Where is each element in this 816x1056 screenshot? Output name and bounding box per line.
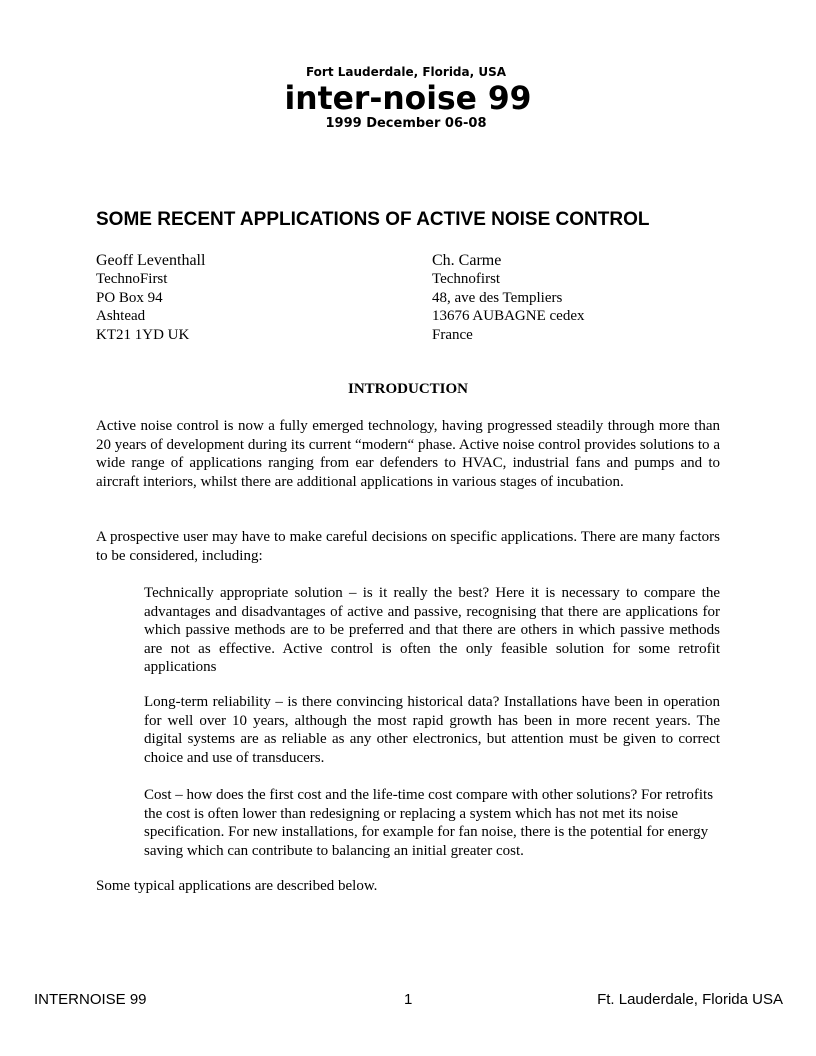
conference-location: Fort Lauderdale, Florida, USA — [305, 65, 507, 79]
section-heading: INTRODUCTION — [347, 381, 468, 397]
factor-paragraph: Cost – how does the first cost and the life-time cost compare with other solutions? For retrofits the cost is often lower than redesigning or replacing a system which has not met its noise specification. For new installations, for example for fan noise, there is the potential for energy saving which can contribute to balancing an initial greater cost. — [144, 787, 714, 859]
intro-paragraph: A prospective user may have to make careful decisions on specific applications. There are many factors to be considered, including: — [96, 529, 720, 564]
conference-logo: inter-noise 99 — [284, 79, 532, 117]
paper-title: SOME RECENT APPLICATIONS OF ACTIVE NOISE CONTROL — [96, 209, 650, 230]
author-affiliation: TechnoFirst — [96, 271, 168, 287]
author-address-line: PO Box 94 — [96, 289, 163, 306]
factor-paragraph: Technically appropriate solution – is it really the best? Here it is necessary to compare the advantages and disadvantages of active and passive, recognising that there are applications for which passive methods are to be preferred and that there are others in which passive methods are not as effective. Active control is often the only feasible solution for some retrofit applications — [144, 585, 720, 676]
author-address-line: KT21 1YD UK — [96, 326, 190, 343]
conference-header — [0, 64, 816, 132]
factor-paragraph: Long-term reliability – is there convincing historical data? Installations have been in operation for well over 10 years, although the most rapid growth has been in more recent years. The digital systems are as reliable as any other electronics, but attention must be given to correct choice and use of transducers. — [144, 694, 720, 766]
footer-conference: INTERNOISE 99 — [34, 991, 147, 1008]
author-name: Geoff Leventhall — [96, 252, 206, 269]
footer-location: Ft. Lauderdale, Florida USA — [597, 991, 783, 1008]
intro-paragraph: Active noise control is now a fully emerged technology, having progressed steadily through more than 20 years of development during its current “modern“ phase. Active noise control provides solutions to a wide range of applications ranging from ear defenders to HVAC, industrial fans and pumps and to aircraft interiors, whilst there are additional applications in various stages of incubation. — [96, 418, 720, 490]
author-block — [96, 251, 205, 344]
author-address-line: Ashtead — [96, 308, 146, 324]
conference-dates: 1999 December 06-08 — [325, 116, 487, 131]
intro-paragraph: Some typical applications are described below. — [96, 878, 378, 894]
author-address-line: 13676 AUBAGNE cedex — [432, 308, 585, 324]
author-address-line: France — [432, 326, 473, 343]
author-name: Ch. Carme — [432, 252, 502, 269]
author-affiliation: Technofirst — [432, 271, 501, 287]
author-address-line: 48, ave des Templiers — [432, 289, 563, 306]
page-number: 1 — [404, 991, 413, 1008]
author-block — [432, 251, 584, 344]
